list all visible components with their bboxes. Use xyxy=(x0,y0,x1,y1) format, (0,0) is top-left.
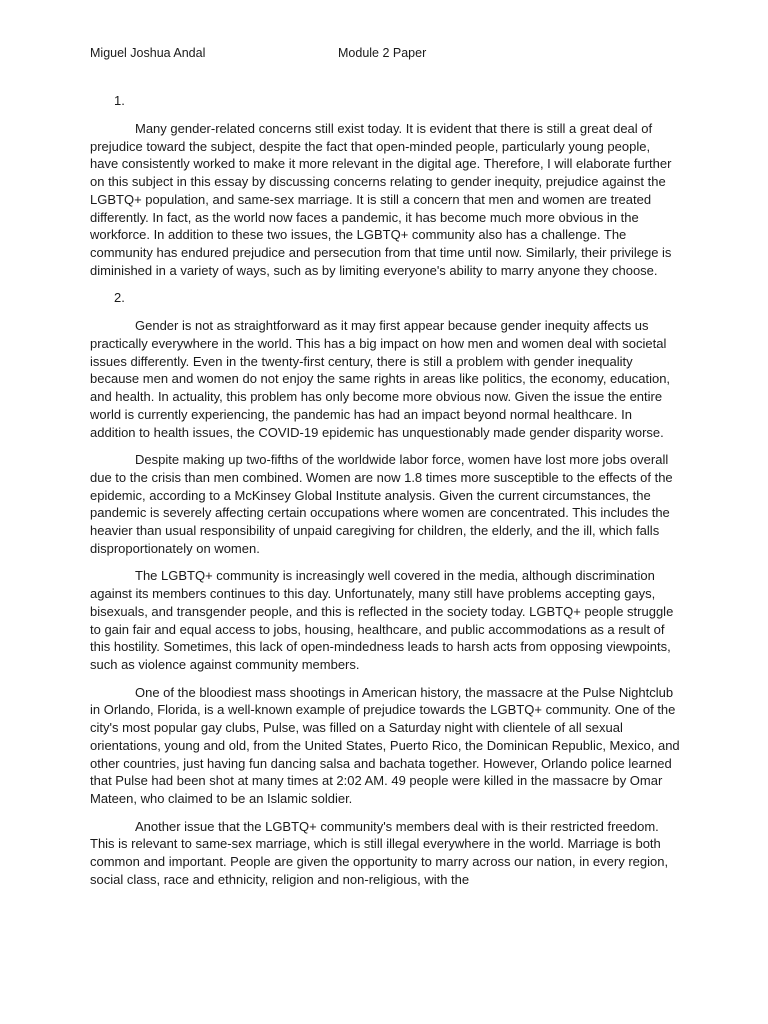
section-number: 2. xyxy=(114,290,125,306)
author-name: Miguel Joshua Andal xyxy=(90,46,206,60)
paragraph: The LGBTQ+ community is increasingly well covered in the media, although discrimination against its members continues to this day. Unfortunately, many still have problems accepting gays, bisexuals, and transgender people, and this is reflected in the society today. LGBTQ+ people struggle to gain fair and equal access to jobs, housing, healthcare, and public accommodations as a result of this hostility. Sometimes, this lack of open-mindedness leads to harsh acts from opposing viewpoints, such as violence against community members. xyxy=(90,568,674,672)
document-title: Module 2 Paper xyxy=(338,46,427,60)
paragraph: Another issue that the LGBTQ+ community's members deal with is their restricted freedom. This is relevant to same-sex marriage, which is still illegal everywhere in the world. Marriage is both common and important. People are given the opportunity to marry across our nation, in every region, social class, race and ethnicity, religion and non-religious, with the xyxy=(90,818,669,887)
paragraph: One of the bloodiest mass shootings in American history, the massacre at the Pulse Nightclub in Orlando, Florida, is a well-known example of prejudice towards the LGBTQ+ community. One of the city's most popular gay clubs, Pulse, was filled on a Saturday night with clientele of all sexual orientations, young and old, from the United States, Puerto Rico, the Dominican Republic, Mexico, and other countries, just having fun dancing salsa and bachata together. However, Orlando police learned that Pulse had been shot at many times at 2:02 AM. 49 people were killed in the massacre by Omar Mateen, who claimed to be an Islamic soldier. xyxy=(90,684,680,806)
paragraph: Gender is not as straightforward as it may first appear because gender inequity affects us practically everywhere in the world. This has a big impact on how men and women deal with societal issues differently. Even in the twenty-first century, there is still a problem with gender inequality because men and women do not enjoy the same rights in areas like politics, the economy, education, and health. In actuality, this problem has only become more obvious now. Given the issue the entire world is currently experiencing, the pandemic has had an impact beyond normal healthcare. In addition to health issues, the COVID-19 epidemic has unquestionably made gender disparity worse. xyxy=(90,318,671,440)
document-body xyxy=(90,92,680,898)
paragraph: Despite making up two-fifths of the worldwide labor force, women have lost more jobs overall due to the crisis than men combined. Women are now 1.8 times more susceptible to the effects of the epidemic, according to a McKinsey Global Institute analysis. Given the current circumstances, the pandemic is severely affecting certain occupations where women are concentrated. This includes the heavier than usual responsibility of unpaid caregiving for children, the elderly, and the ill, which falls disproportionately on women. xyxy=(90,452,673,556)
section-number: 1. xyxy=(114,93,125,108)
page-header xyxy=(90,46,690,64)
paragraph: Many gender-related concerns still exist today. It is evident that there is still a great deal of prejudice toward the subject, despite the fact that open-minded people, particularly young people, have consistently worked to make it more relevant in the digital age. Therefore, I will elaborate further on this subject in this essay by discussing concerns relating to gender inequity, prejudice against the LGBTQ+ population, and same-sex marriage. It is still a concern that men and women are treated differently. In fact, as the world now faces a pandemic, it has become much more obvious in the workforce. In addition to these two issues, the LGBTQ+ community also has a challenge. The community has endured prejudice and persecution from that time until now. Similarly, their privilege is diminished in a variety of ways, such as by limiting everyone's ability to marry anyone they choose. xyxy=(90,121,672,278)
